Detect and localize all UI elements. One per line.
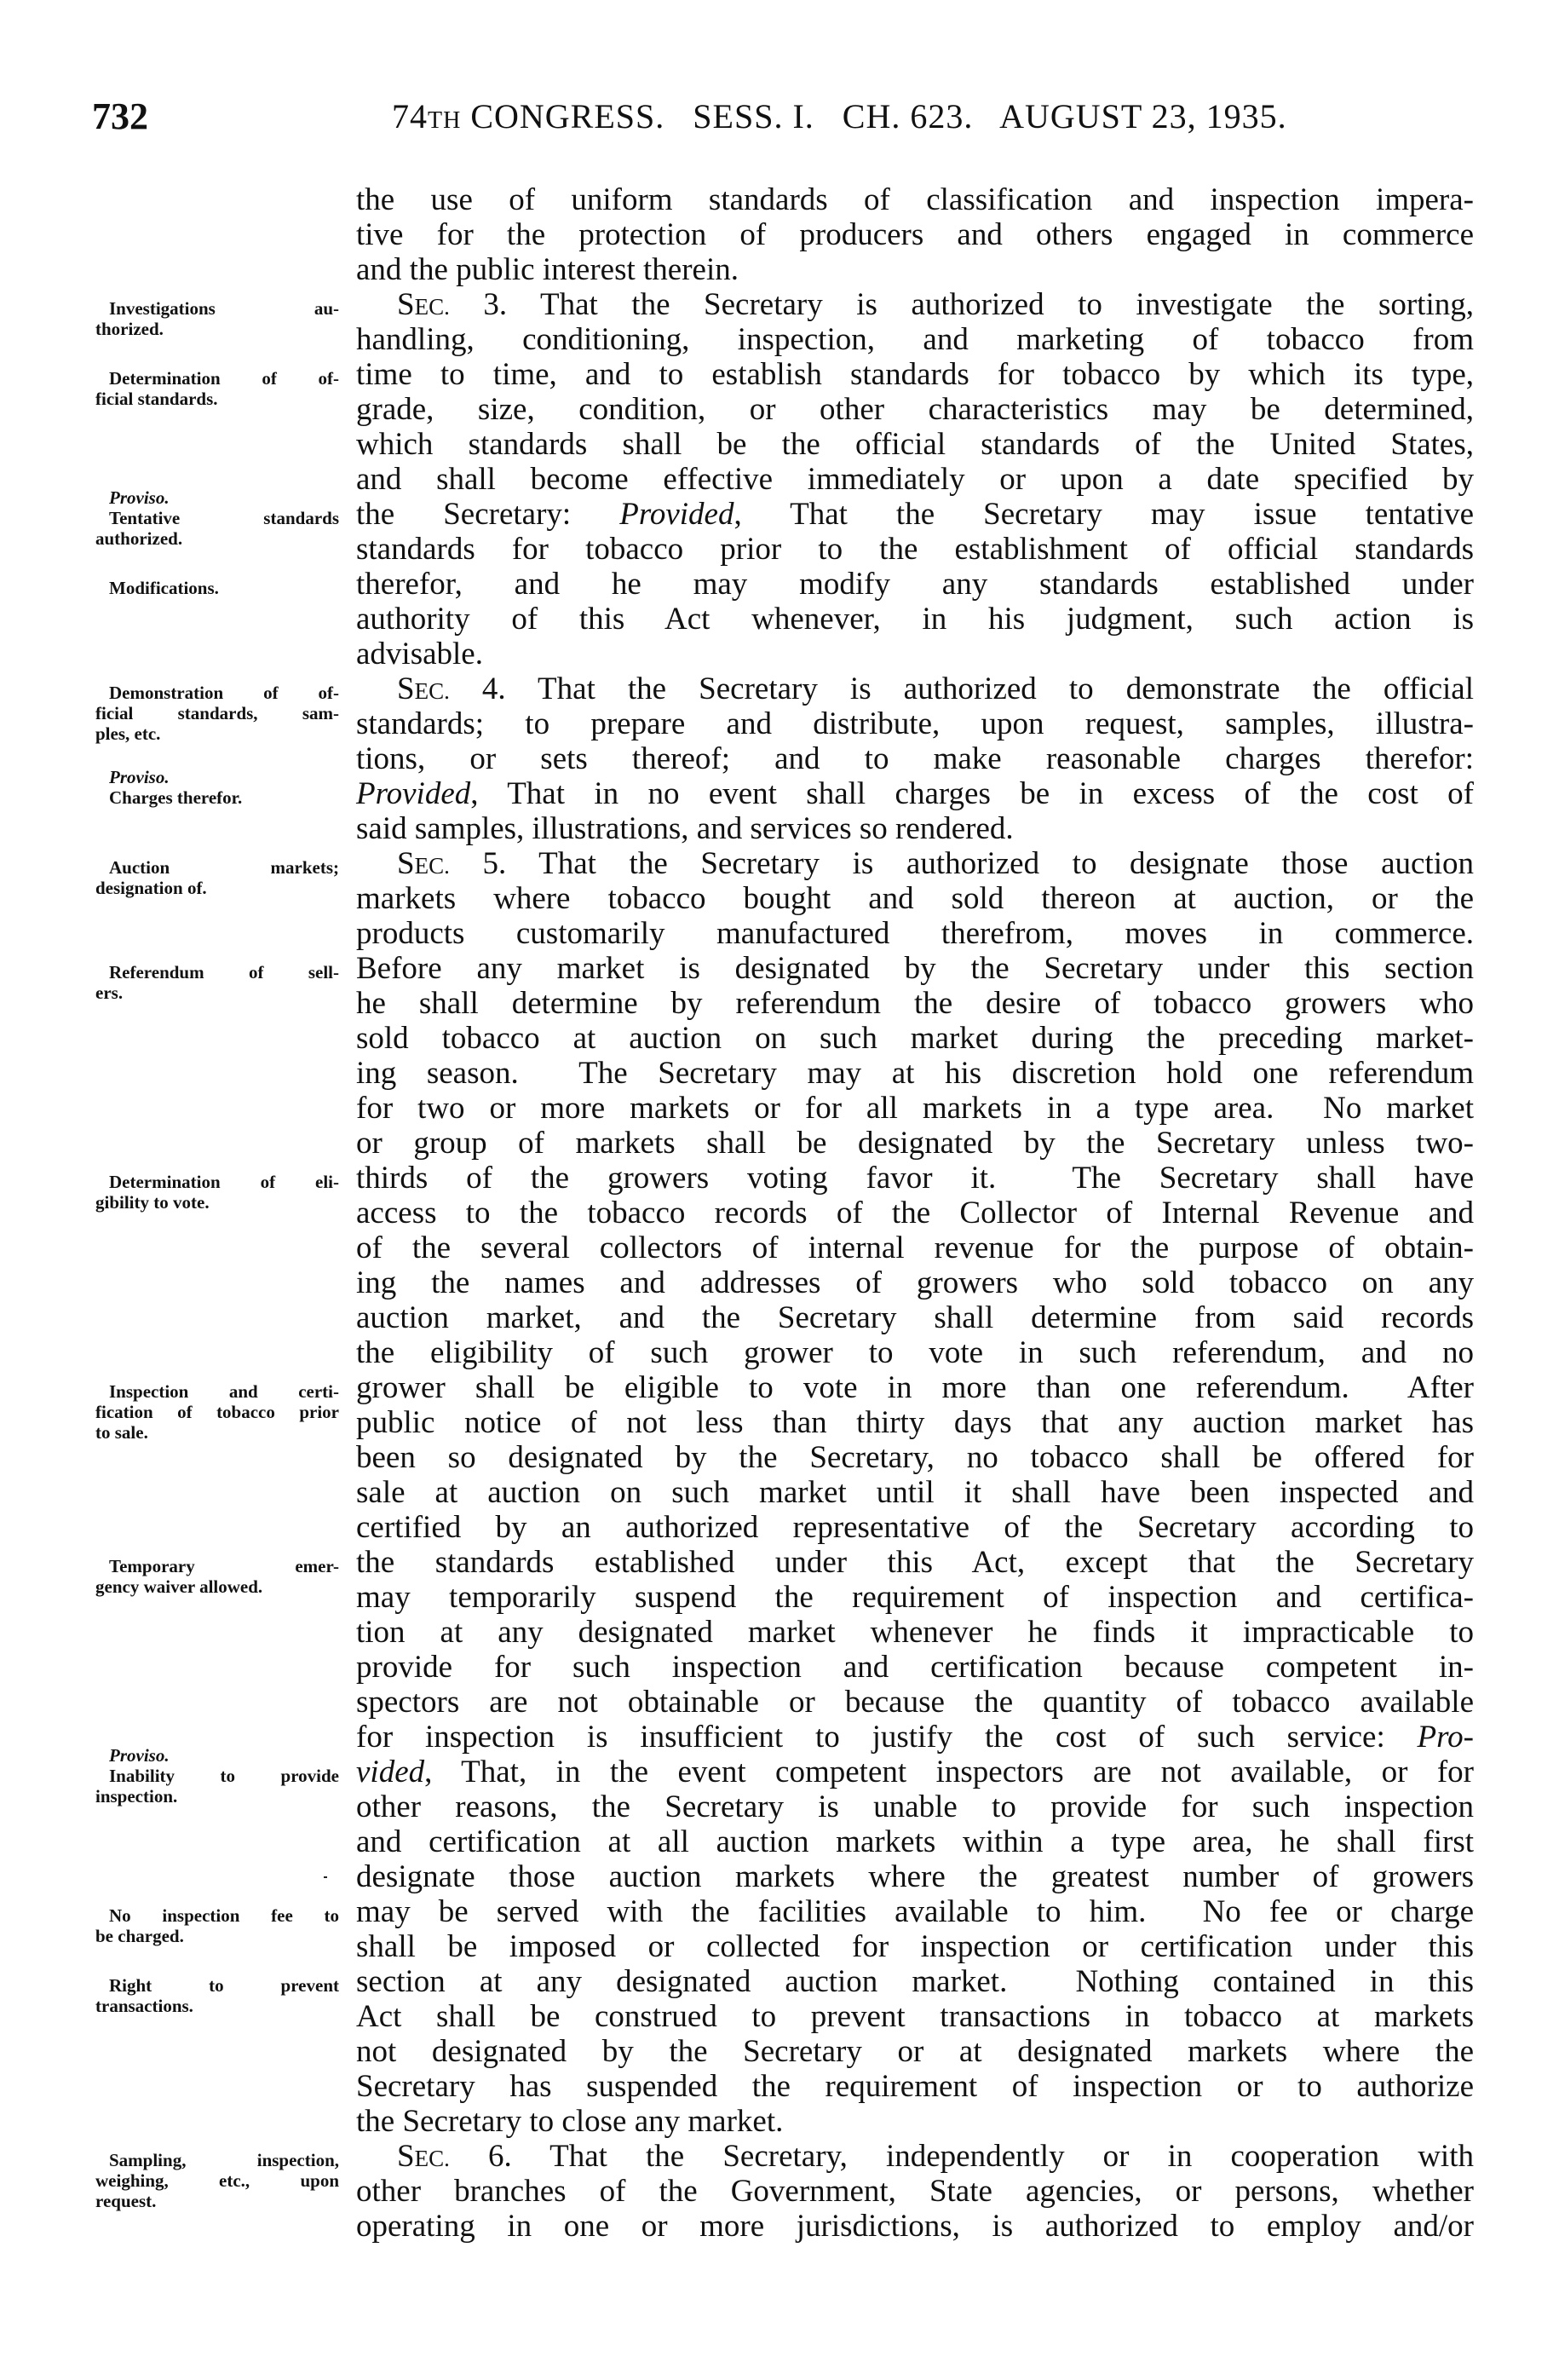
body-line [356, 1824, 1474, 1859]
body-italic: Provided [356, 776, 471, 811]
body-line [356, 2104, 1474, 2139]
body-text: the use of uniform standards of classification and inspection impera- [356, 182, 1474, 217]
body-line [356, 532, 1474, 567]
marginal-note [95, 578, 339, 598]
print-artifact-mark [324, 1876, 327, 1878]
body-line [356, 1999, 1474, 2034]
marginal-note-line: inspection. [95, 1786, 178, 1807]
body-line [356, 1161, 1474, 1196]
body-line [356, 1475, 1474, 1510]
marginal-note-line: gibility to vote. [95, 1192, 210, 1213]
marginal-note-line: ficial standards. [95, 389, 218, 409]
marginal-note-line: ers. [95, 983, 124, 1003]
marginal-note [95, 1556, 339, 1597]
marginal-note-line: authorized. [95, 528, 183, 549]
marginal-note-line: Auction markets; [109, 857, 339, 878]
body-line [356, 1370, 1474, 1405]
body-line [356, 1789, 1474, 1824]
body-line [356, 1545, 1474, 1580]
body-text: designate those auction markets where the greatest number of growers [356, 1859, 1474, 1894]
body-line [356, 811, 1474, 846]
body-text: therefor, and he may modify any standards established under [356, 567, 1474, 602]
body-text: ing season. The Secretary may at his discretion hold one referendum [356, 1056, 1474, 1091]
body-line [356, 567, 1474, 602]
body-line [356, 916, 1474, 951]
marginal-note [95, 962, 339, 1003]
body-line [356, 427, 1474, 462]
body-text: tion at any designated market whenever he finds it impracticable to [356, 1615, 1474, 1650]
running-head [392, 95, 1474, 142]
marginal-note-line: to sale. [95, 1422, 148, 1443]
marginal-note-line: Referendum of sell- [109, 962, 339, 983]
body-line [356, 1126, 1474, 1161]
marginal-note-line: fication of tobacco prior [95, 1402, 339, 1422]
marginal-note-line: Investigations au- [109, 298, 339, 319]
body-line [356, 1720, 1474, 1755]
body-text: Act shall be construed to prevent transactions in tobacco at markets [356, 1999, 1474, 2034]
body-line [356, 706, 1474, 741]
marginal-note [95, 683, 339, 744]
body-text: which standards shall be the official standards of the United States, [356, 427, 1474, 462]
body-line [356, 322, 1474, 357]
body-text: tive for the protection of producers and others engaged in commerce [356, 217, 1474, 252]
body-text: may be served with the facilities available to him. No fee or charge [356, 1894, 1474, 1929]
body-line [356, 671, 1474, 706]
body-text: for inspection is insufficient to justify the cost of such service: [356, 1720, 1418, 1755]
marginal-note-line: Right to prevent [109, 1975, 339, 1996]
body-text: been so designated by the Secretary, no tobacco shall be offered for [356, 1440, 1474, 1475]
proviso-label: Proviso. [109, 767, 170, 787]
body-line [356, 497, 1474, 532]
body-text: the standards established under this Act, except that the Secretary [356, 1545, 1474, 1580]
marginal-note [95, 857, 339, 898]
body-line [356, 392, 1474, 427]
marginal-note [95, 1905, 339, 1946]
body-line [356, 1021, 1474, 1056]
body-text: advisable. [356, 637, 483, 671]
body-line [356, 1196, 1474, 1230]
section-label: SEC. [397, 671, 450, 706]
marginal-note-line: Demonstration of of- [109, 683, 339, 703]
body-text: grade, size, condition, or other characteristics may be determined, [356, 392, 1474, 427]
body-text: , That in no event shall charges be in excess of the cost of [470, 776, 1474, 811]
body-line [356, 1056, 1474, 1091]
body-line [356, 1300, 1474, 1335]
body-text: standards for tobacco prior to the establishment of official standards [356, 532, 1474, 567]
marginal-note-line: transactions. [95, 1996, 193, 2016]
marginal-note-line: gency waiver allowed. [95, 1576, 263, 1597]
body-text: other reasons, the Secretary is unable to provide for such inspection [356, 1789, 1474, 1824]
body-line [356, 2069, 1474, 2104]
body-text: provide for such inspection and certification because competent in- [356, 1650, 1474, 1685]
proviso-label: Proviso. [109, 1745, 170, 1766]
marginal-note [95, 2150, 339, 2211]
body-text: may temporarily suspend the requirement of inspection and certifica- [356, 1580, 1474, 1615]
body-line [356, 217, 1474, 252]
body-line [356, 741, 1474, 776]
marginal-note [95, 368, 339, 409]
body-line [356, 1929, 1474, 1964]
body-line [356, 1650, 1474, 1685]
body-line [356, 2174, 1474, 2209]
body-line [356, 1580, 1474, 1615]
proviso-label: Proviso. [109, 487, 170, 508]
body-text: and the public interest therein. [356, 252, 739, 287]
body-line [356, 1335, 1474, 1370]
body-text: operating in one or more jurisdictions, is authorized to employ and/or [356, 2209, 1474, 2244]
section-label: SEC. [397, 2139, 450, 2174]
body-line [356, 1510, 1474, 1545]
body-text: he shall determine by referendum the desire of tobacco growers who [356, 986, 1474, 1021]
body-text: time to time, and to establish standards for tobacco by which its type, [356, 357, 1474, 392]
body-text: certified by an authorized representative of the Secretary according to [356, 1510, 1474, 1545]
body-text: of the several collectors of internal revenue for the purpose of obtain- [356, 1230, 1474, 1265]
body-line [356, 2139, 1474, 2174]
marginal-note [95, 298, 339, 339]
body-line [356, 1615, 1474, 1650]
marginal-note-line: Temporary emer- [109, 1556, 339, 1576]
section-label: SEC. [397, 287, 450, 322]
body-text: thirds of the growers voting favor it. The Secretary shall have [356, 1161, 1474, 1196]
body-text: sold tobacco at auction on such market during the preceding market- [356, 1021, 1474, 1056]
body-text: the eligibility of such grower to vote in such referendum, and no [356, 1335, 1474, 1370]
marginal-note-line: Determination of of- [109, 368, 339, 389]
marginal-note-line: request. [95, 2191, 157, 2211]
body-line [356, 252, 1474, 287]
body-text: for two or more markets or for all markets in a type area. No market [356, 1091, 1474, 1126]
marginal-note-line: be charged. [95, 1926, 184, 1946]
body-text: ing the names and addresses of growers who sold tobacco on any [356, 1265, 1474, 1300]
marginal-note [95, 487, 339, 549]
body-text: or group of markets shall be designated by the Secretary unless two- [356, 1126, 1474, 1161]
body-text: auction market, and the Secretary shall determine from said records [356, 1300, 1474, 1335]
body-line [356, 287, 1474, 322]
body-text: not designated by the Secretary or at designated markets where the [356, 2034, 1474, 2069]
marginal-note [95, 1745, 339, 1807]
body-line [356, 1685, 1474, 1720]
body-pre: the Secretary: [356, 497, 620, 532]
body-text: shall be imposed or collected for inspection or certification under this [356, 1929, 1474, 1964]
body-line [356, 1440, 1474, 1475]
congress-number: 74 [392, 97, 428, 135]
body-text: access to the tobacco records of the Collector of Internal Revenue and [356, 1196, 1474, 1230]
body-line [356, 2209, 1474, 2244]
body-line [356, 1265, 1474, 1300]
body-text: 3. That the Secretary is authorized to investigate the sorting, [449, 287, 1474, 322]
body-line [356, 1859, 1474, 1894]
running-head-text: CONGRESS. SESS. I. CH. 623. AUGUST 23, 1935. [461, 97, 1287, 135]
body-text: public notice of not less than thirty days that any auction market has [356, 1405, 1474, 1440]
body-line [356, 1230, 1474, 1265]
body-italic: Provided [619, 497, 734, 532]
marginal-note-line: ples, etc. [95, 723, 161, 744]
body-text: grower shall be eligible to vote in more than one referendum. After [356, 1370, 1474, 1405]
body-text: said samples, illustrations, and services so rendered. [356, 811, 1014, 846]
marginal-note-line: Determination of eli- [109, 1172, 339, 1192]
marginal-note-line: No inspection fee to [109, 1905, 339, 1926]
body-line [356, 951, 1474, 986]
body-text: spectors are not obtainable or because the quantity of tobacco available [356, 1685, 1474, 1720]
marginal-note [95, 767, 339, 808]
marginal-note-line: Inspection and certi- [109, 1381, 339, 1402]
body-italic-after: Pro- [1417, 1720, 1474, 1755]
body-italic: vided [356, 1755, 425, 1789]
body-text: handling, conditioning, inspection, and marketing of tobacco from [356, 322, 1474, 357]
marginal-note [95, 1381, 339, 1443]
body-line [356, 846, 1474, 881]
marginal-note-line: Inability to provide [109, 1766, 339, 1786]
body-text: products customarily manufactured therefrom, moves in commerce. [356, 916, 1474, 951]
body-line [356, 462, 1474, 497]
marginal-note-line: Sampling, inspection, [109, 2150, 339, 2170]
body-text: standards; to prepare and distribute, upon request, samples, illustra- [356, 706, 1474, 741]
body-text: and shall become effective immediately or upon a date specified by [356, 462, 1474, 497]
body-text: sale at auction on such market until it shall have been inspected and [356, 1475, 1474, 1510]
section-label: SEC. [397, 846, 450, 881]
marginal-note [95, 1975, 339, 2016]
body-line [356, 602, 1474, 637]
body-line [356, 2034, 1474, 2069]
body-text: the Secretary to close any market. [356, 2104, 784, 2139]
body-line [356, 1091, 1474, 1126]
marginal-note-line: designation of. [95, 878, 207, 898]
body-text: 4. That the Secretary is authorized to demonstrate the official [449, 671, 1474, 706]
body-line [356, 881, 1474, 916]
body-line [356, 1755, 1474, 1789]
marginal-note-line: Tentative standards [109, 508, 339, 528]
marginal-note [95, 1172, 339, 1213]
body-line [356, 357, 1474, 392]
body-text: markets where tobacco bought and sold thereon at auction, or the [356, 881, 1474, 916]
marginal-note-line: thorized. [95, 319, 164, 339]
body-line [356, 1894, 1474, 1929]
body-line [356, 182, 1474, 217]
marginal-note-line: Modifications. [109, 578, 219, 598]
body-text: 5. That the Secretary is authorized to designate those auction [449, 846, 1474, 881]
congress-suffix: TH [428, 107, 462, 134]
page-number: 732 [92, 95, 148, 137]
body-text: Secretary has suspended the requirement of inspection or to authorize [356, 2069, 1474, 2104]
body-text: 6. That the Secretary, independently or in cooperation with [449, 2139, 1474, 2174]
body-text: section at any designated auction market. Nothing contained in this [356, 1964, 1474, 1999]
marginal-note-line: Charges therefor. [109, 787, 243, 808]
body-line [356, 1964, 1474, 1999]
body-text: , That the Secretary may issue tentative [733, 497, 1474, 532]
body-line [356, 986, 1474, 1021]
body-text: , That, in the event competent inspectors are not available, or for [424, 1755, 1474, 1789]
body-text: authority of this Act whenever, in his judgment, such action is [356, 602, 1474, 637]
marginal-note-line: ficial standards, sam- [95, 703, 339, 723]
body-text: Before any market is designated by the Secretary under this section [356, 951, 1474, 986]
body-text: other branches of the Government, State agencies, or persons, whether [356, 2174, 1474, 2209]
body-text: tions, or sets thereof; and to make reasonable charges therefor: [356, 741, 1474, 776]
body-line [356, 637, 1474, 671]
body-line [356, 1405, 1474, 1440]
marginal-note-line: weighing, etc., upon [95, 2170, 339, 2191]
body-line [356, 776, 1474, 811]
body-text: and certification at all auction markets within a type area, he shall first [356, 1824, 1474, 1859]
